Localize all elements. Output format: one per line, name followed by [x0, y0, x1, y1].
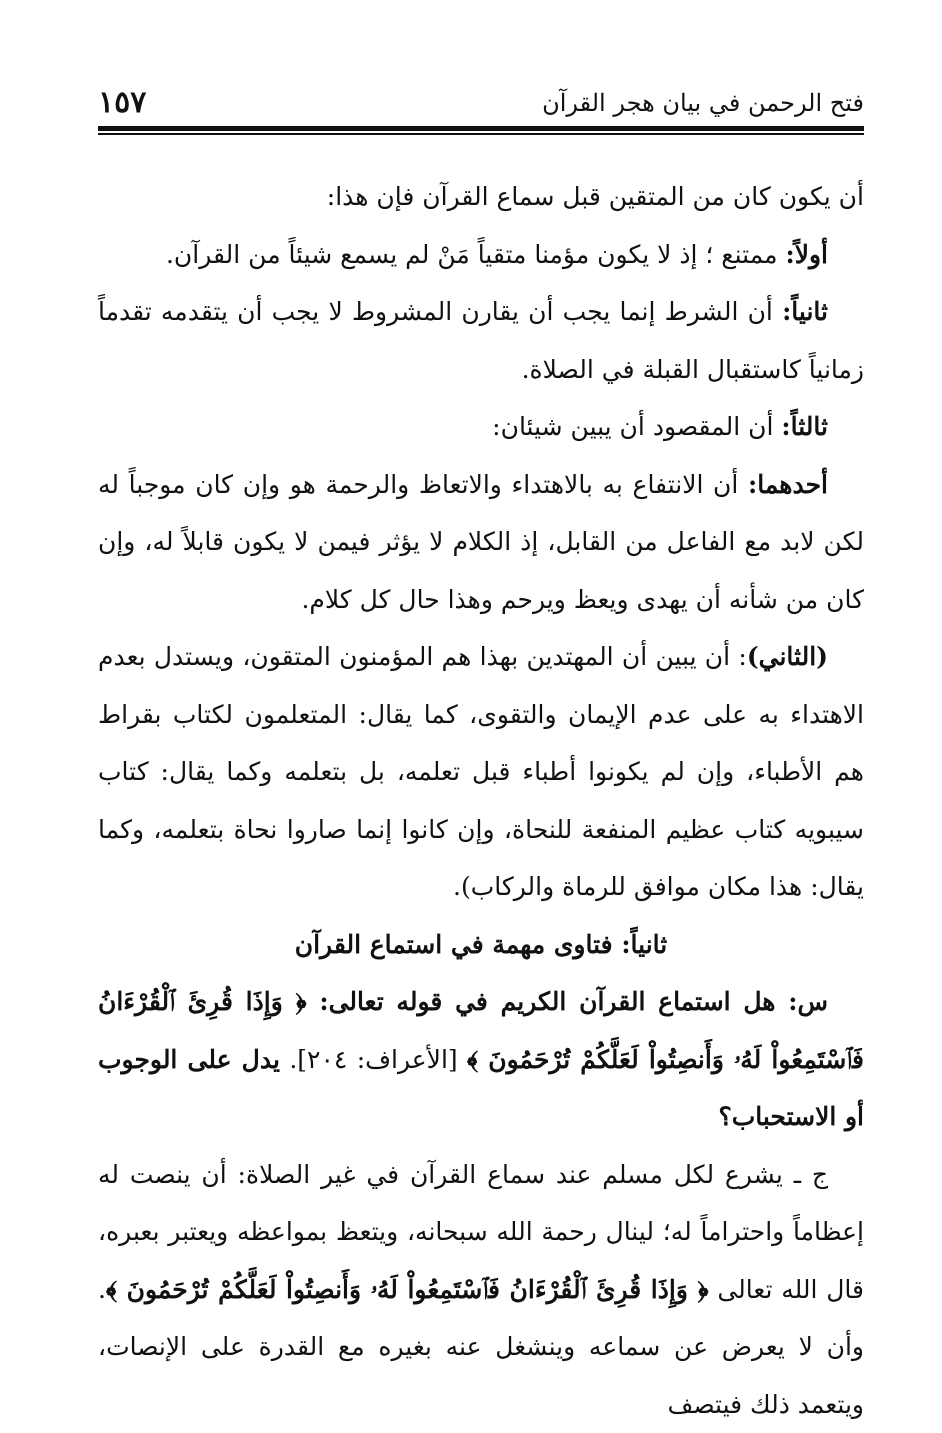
- text-one-of-them: أن الانتفاع به بالاهتداء والاتعاظ والرحمة هو وإن كان موجباً له لكن لابد مع الفاعل من القابل، إذ الكلام لا يؤثر فيمن لا يكون قابلاً له، وإن كان من شأنه أن يهدى ويعظ ويرحم وهذا حال كل كلام.: [98, 470, 864, 614]
- answer-text-start: ج ـ يشرع لكل مسلم عند سماع القرآن في غير الصلاة: أن ينصت له إعظاماً واحتراماً له؛ لينال رحمة الله سبحانه، ويتعظ بمواعظه ويعتبر بعبره، قال الله تعالى: [98, 1160, 864, 1304]
- lead-first: أولاً:: [785, 240, 828, 269]
- text-third: أن المقصود أن يبين شيئان:: [492, 412, 781, 441]
- text-the-second: : أن يبين أن المهتدين بهذا هم المؤمنون المتقون، ويستدل بعدم الاهتداء به على عدم الإيمان والتقوى، كما يقال: المتعلمون لكتاب بقراط هم الأطباء، وإن لم يكونوا أطباء قبل تعلمه، بل بتعلمه وكما يقال: كتاب سيبويه كتاب عظيم المنفعة للنحاة، وإن كانوا إنما صاروا نحاة بتعلمه، وكما يقال: هذا مكان موافق للرماة والركاب).: [98, 642, 864, 901]
- paragraph-the-second: [98, 628, 864, 916]
- lead-second: ثانياً:: [782, 297, 828, 326]
- question-reference: [الأعراف: ٢٠٤].: [280, 1045, 467, 1074]
- body-text: [98, 168, 864, 1433]
- paragraph-intro: أن يكون كان من المتقين قبل سماع القرآن فإن هذا:: [98, 168, 864, 226]
- answer-verse: ﴿ وَإِذَا قُرِئَ ٱلْقُرْءَانُ فَٱسْتَمِعُواْ لَهُۥ وَأَنصِتُواْ لَعَلَّكُمْ تُرْحَمُونَ ﴾: [106, 1275, 709, 1304]
- header-rule-thick: [98, 126, 864, 131]
- question-verse: ﴿ وَإِذَا قُرِئَ ٱلْقُرْءَانُ فَٱسْتَمِعُواْ لَهُۥ وَأَنصِتُواْ لَعَلَّكُمْ تُرْحَمُونَ ﴾: [98, 987, 864, 1074]
- answer-text-end: . وأن لا يعرض عن سماعه وينشغل عنه بغيره مع القدرة على الإنصات، ويتعمد ذلك فيتصف: [98, 1275, 864, 1419]
- question-paragraph: [98, 973, 864, 1146]
- text-first: ممتنع ؛ إذ لا يكون مؤمنا متقياً مَنْ لم يسمع شيئاً من القرآن.: [166, 240, 786, 269]
- header-rule-thin: [98, 133, 864, 135]
- running-title: فتح الرحمن في بيان هجر القرآن: [542, 86, 864, 120]
- paragraph-third: [98, 398, 864, 456]
- lead-one-of-them: أحدهما:: [748, 470, 828, 499]
- page-header: [98, 86, 864, 126]
- paragraph-one-of-them: [98, 456, 864, 629]
- page-number: ١٥٧: [98, 86, 146, 120]
- paragraph-second: [98, 283, 864, 398]
- text-second: أن الشرط إنما يجب أن يقارن المشروط لا يجب أن يتقدمه تقدماً زمانياً كاستقبال القبلة في الصلاة.: [98, 297, 864, 384]
- lead-the-second: (الثاني): [747, 642, 828, 671]
- question-lead: س: هل استماع القرآن الكريم في قوله تعالى:: [307, 987, 828, 1016]
- section-heading: ثانياً: فتاوى مهمة في استماع القرآن: [98, 916, 864, 974]
- lead-third: ثالثاً:: [781, 412, 828, 441]
- question-tail: يدل على الوجوب أو الاستحباب؟: [98, 1045, 864, 1132]
- paragraph-first: [98, 226, 864, 284]
